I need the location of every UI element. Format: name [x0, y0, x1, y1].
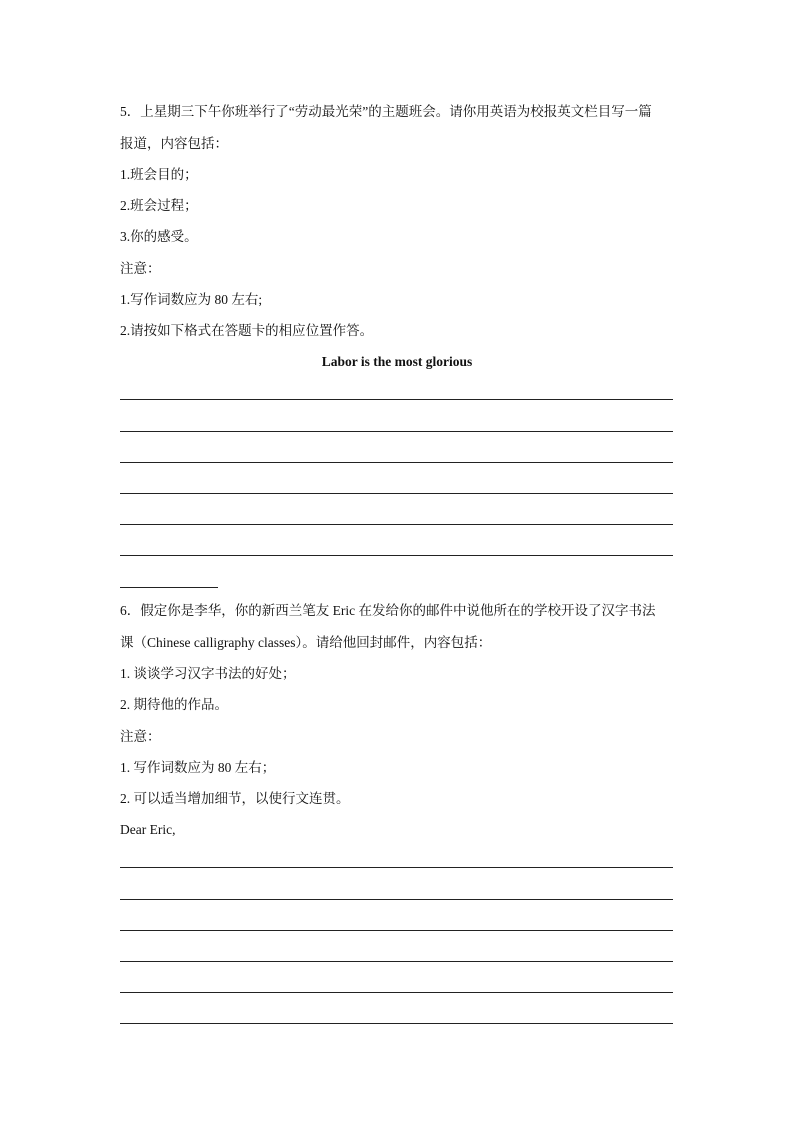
section-divider	[120, 587, 218, 588]
q5-note-label: 注意：	[120, 261, 161, 276]
q6-writing-line	[120, 992, 673, 993]
q6-greeting: Dear Eric,	[120, 822, 176, 837]
q6-prompt-line-1: 6．假定你是李华，你的新西兰笔友 Eric 在发给你的邮件中说他所在的学校开设了汉字书法	[120, 603, 656, 618]
q6-item-2: 2. 期待他的作品。	[120, 697, 228, 712]
q6-note-1: 1. 写作词数应为 80 左右；	[120, 760, 276, 775]
q5-writing-line	[120, 524, 673, 525]
q6-writing-line	[120, 930, 673, 931]
q6-item-1: 1. 谈谈学习汉字书法的好处；	[120, 666, 296, 681]
q6-note-label: 注意：	[120, 729, 161, 744]
q5-writing-line	[120, 462, 673, 463]
q6-writing-line	[120, 899, 673, 900]
q5-note-1: 1.写作词数应为 80 左右;	[120, 292, 263, 307]
q5-item-2: 2.班会过程；	[120, 198, 198, 213]
q5-note-2: 2.请按如下格式在答题卡的相应位置作答。	[120, 323, 374, 338]
q5-essay-title: Labor is the most glorious	[321, 354, 473, 369]
q6-writing-line	[120, 1023, 673, 1024]
q5-prompt-line-2: 报道，内容包括：	[120, 136, 228, 151]
q5-writing-line	[120, 431, 673, 432]
q5-writing-line	[120, 493, 673, 494]
q5-item-1: 1.班会目的；	[120, 167, 198, 182]
q5-prompt-line-1: 5．上星期三下午你班举行了“劳动最光荣”的主题班会。请你用英语为校报英文栏目写一篇	[120, 104, 652, 119]
q5-writing-line	[120, 399, 673, 400]
q6-note-2: 2. 可以适当增加细节，以使行文连贯。	[120, 791, 350, 806]
q5-item-3: 3.你的感受。	[120, 229, 198, 244]
q6-prompt-line-2: 课（Chinese calligraphy classes）。请给他回封邮件，内容包括：	[120, 635, 492, 650]
q6-writing-line	[120, 961, 673, 962]
q5-writing-line	[120, 555, 673, 556]
q6-writing-line	[120, 867, 673, 868]
